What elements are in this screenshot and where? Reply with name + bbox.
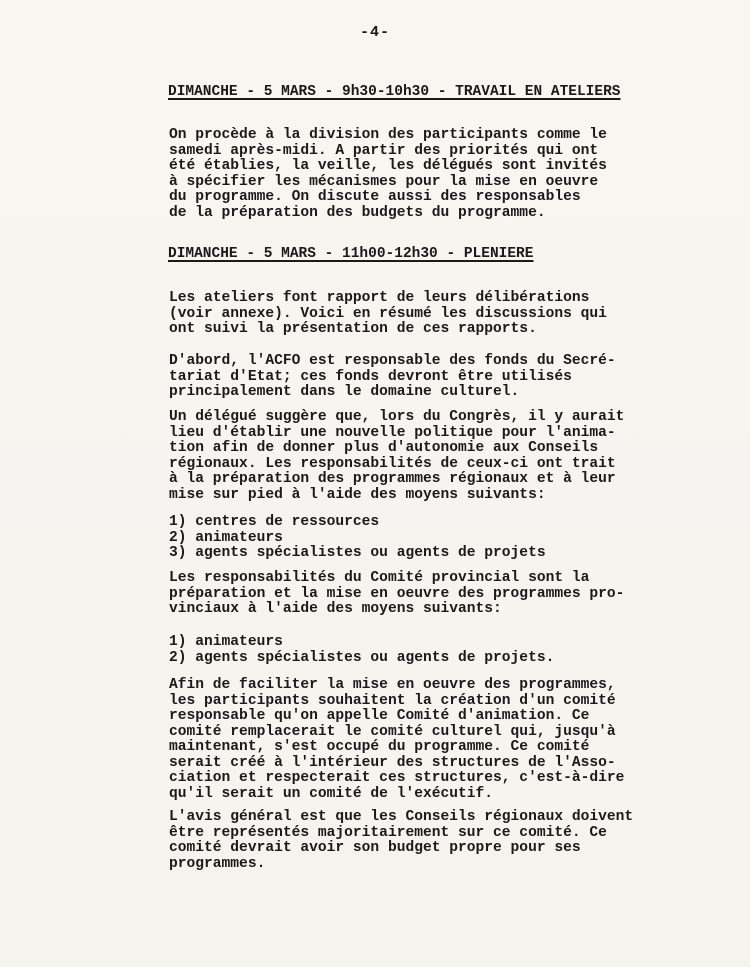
list-item: 1) animateurs xyxy=(169,634,283,650)
text-line: été établies, la veille, les délégués sont invités xyxy=(169,158,607,174)
text-line: lieu d'établir une nouvelle politique pour l'anima- xyxy=(169,424,616,441)
text-line: tariat d'Etat; ces fonds devront être utilisés xyxy=(169,368,572,385)
text-line: qu'il serait un comité de l'exécutif. xyxy=(169,785,494,802)
section-heading-pleniere: DIMANCHE - 5 MARS - 11h00-12h30 - PLENIERE xyxy=(168,246,534,262)
text-line: responsable qu'on appelle Comité d'animation. Ce xyxy=(169,708,590,724)
list-item: 2) agents spécialistes ou agents de projets. xyxy=(169,649,555,666)
list-item: 1) centres de ressources xyxy=(169,514,380,530)
text-line: D'abord, l'ACFO est responsable des fonds du Secré- xyxy=(169,353,616,369)
text-line: les participants souhaitent la création d'un comité xyxy=(169,692,616,709)
text-line: préparation et la mise en oeuvre des programmes pro- xyxy=(169,585,625,602)
text-line: (voir annexe). Voici en résumé les discussions qui xyxy=(169,305,607,322)
text-line: être représentés majoritairement sur ce comité. Ce xyxy=(169,824,607,841)
paragraph-comite-provincial xyxy=(169,571,624,618)
text-line: régionaux. Les responsabilités de ceux-ci ont trait xyxy=(169,455,616,472)
text-line: maintenant, s'est occupé du programme. Ce comité xyxy=(169,739,590,755)
list-moyens-regionaux xyxy=(169,515,546,562)
text-line: serait créé à l'intérieur des structures de l'Asso- xyxy=(169,754,616,771)
text-line: à la préparation des programmes régionaux et à leur xyxy=(169,471,616,487)
text-line: comité devrait avoir son budget propre pour ses xyxy=(169,840,581,856)
text-line: Afin de faciliter la mise en oeuvre des programmes, xyxy=(169,677,616,693)
list-item: 2) animateurs xyxy=(169,529,283,546)
text-line: programmes. xyxy=(169,855,266,872)
text-line: On procède à la division des participants comme le xyxy=(169,127,607,143)
text-line: Les ateliers font rapport de leurs délibérations xyxy=(169,290,590,306)
paragraph-delegue xyxy=(169,410,624,503)
paragraph-ateliers xyxy=(169,128,607,221)
text-line: Les responsabilités du Comité provincial sont la xyxy=(169,570,590,586)
text-line: L'avis général est que les Conseils régionaux doivent xyxy=(169,809,634,825)
text-line: du programme. On discute aussi des responsables xyxy=(169,189,581,205)
text-line: comité remplacerait le comité culturel qui, jusqu'à xyxy=(169,723,616,740)
paragraph-comite-animation xyxy=(169,678,624,802)
text-line: ciation et respecterait ces structures, c'est-à-dire xyxy=(169,770,625,786)
paragraph-avis-general xyxy=(169,810,633,872)
text-line: samedi après-midi. A partir des priorités qui ont xyxy=(169,142,599,159)
text-line: tion afin de donner plus d'autonomie aux Conseils xyxy=(169,440,599,456)
text-line: vinciaux à l'aide des moyens suivants: xyxy=(169,601,502,617)
text-line: mise sur pied à l'aide des moyens suivants: xyxy=(169,486,546,503)
text-line: Un délégué suggère que, lors du Congrès, il y aurait xyxy=(169,409,625,425)
paragraph-acfo xyxy=(169,354,616,401)
text-line: ont suivi la présentation de ces rapports. xyxy=(169,321,537,337)
list-item: 3) agents spécialistes ou agents de projets xyxy=(169,545,546,561)
page-number: -4- xyxy=(359,24,390,41)
section-heading-ateliers: DIMANCHE - 5 MARS - 9h30-10h30 - TRAVAIL EN ATELIERS xyxy=(168,84,621,100)
text-line: principalement dans le domaine culturel. xyxy=(169,384,520,400)
paragraph-rapports xyxy=(169,291,607,338)
list-moyens-provinciaux xyxy=(169,635,554,666)
text-line: de la préparation des budgets du programme. xyxy=(169,204,546,221)
text-line: à spécifier les mécanismes pour la mise en oeuvre xyxy=(169,173,599,190)
